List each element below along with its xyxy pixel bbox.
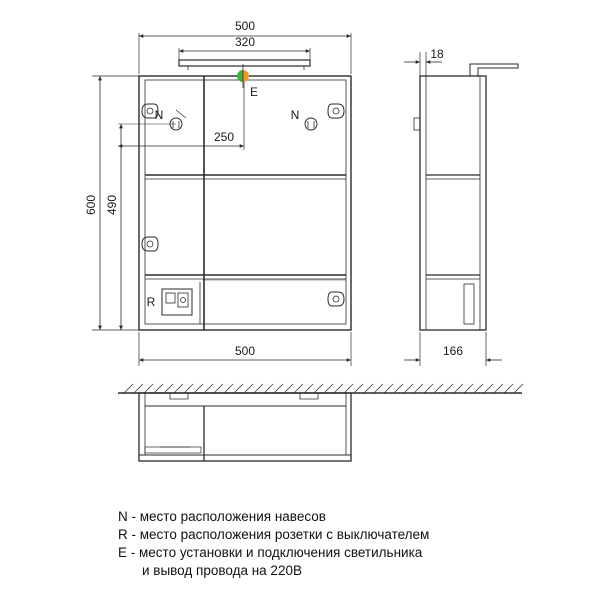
- hatch-line: [404, 384, 413, 393]
- top-view: [118, 384, 523, 461]
- hatch-line: [424, 384, 433, 393]
- dim-lamp-width: 320: [234, 35, 256, 49]
- hatch-line: [304, 384, 313, 393]
- hatch-line: [234, 384, 243, 393]
- wall-hatching: [124, 384, 523, 393]
- dim-height-total: 600: [84, 194, 98, 216]
- hatch-line: [254, 384, 263, 393]
- label-n-right: N: [290, 108, 300, 122]
- hatch-line: [504, 384, 513, 393]
- cabinet-top-outline: [139, 393, 351, 461]
- hatch-line: [204, 384, 213, 393]
- dim-width-top: 500: [234, 19, 256, 33]
- hatch-line: [434, 384, 443, 393]
- hinge-mid-left-icon: [142, 237, 158, 251]
- hatch-line: [174, 384, 183, 393]
- legend-item-n: N - место расположения навесов: [118, 509, 326, 524]
- hatch-line: [294, 384, 303, 393]
- hatch-line: [224, 384, 233, 393]
- legend-item-e: E - место установки и подключения светильника: [118, 545, 423, 560]
- dim-lamp-depth: 18: [430, 47, 444, 61]
- hatch-line: [274, 384, 283, 393]
- hatch-line: [124, 384, 133, 393]
- label-e: E: [249, 85, 259, 99]
- hatch-line: [314, 384, 323, 393]
- hatch-line: [344, 384, 353, 393]
- hatch-line: [334, 384, 343, 393]
- hatch-line: [374, 384, 383, 393]
- hanger-right-icon: [305, 118, 317, 130]
- dim-offset: 250: [213, 130, 235, 144]
- hatch-line: [394, 384, 403, 393]
- hatch-line: [214, 384, 223, 393]
- hatch-line: [194, 384, 203, 393]
- front-view: [92, 33, 351, 366]
- lamp-connection-marker-icon: [237, 64, 249, 88]
- dim-depth: 166: [442, 344, 464, 358]
- legend: [118, 508, 429, 580]
- hatch-line: [184, 384, 193, 393]
- socket-icon: [162, 289, 192, 315]
- label-r: R: [146, 295, 156, 309]
- hatch-line: [164, 384, 173, 393]
- side-view: [404, 52, 518, 366]
- hatch-line: [134, 384, 143, 393]
- legend-item-r: R - место расположения розетки с выключателем: [118, 527, 430, 542]
- hatch-line: [384, 384, 393, 393]
- label-n-left: N: [154, 108, 164, 122]
- hinge-bottom-right-icon: [328, 292, 344, 306]
- hatch-line: [444, 384, 453, 393]
- cabinet-outline: [139, 76, 351, 330]
- hinge-top-right-icon: [328, 104, 344, 118]
- hatch-line: [244, 384, 253, 393]
- side-outline: [420, 76, 486, 330]
- hatch-line: [414, 384, 423, 393]
- hatch-line: [354, 384, 363, 393]
- dim-width-bottom: 500: [234, 344, 256, 358]
- hatch-line: [454, 384, 463, 393]
- dim-height-inner: 490: [105, 194, 119, 216]
- hatch-line: [484, 384, 493, 393]
- hatch-line: [284, 384, 293, 393]
- hatch-line: [474, 384, 483, 393]
- hatch-line: [514, 384, 523, 393]
- hatch-line: [144, 384, 153, 393]
- lamp: [179, 60, 310, 66]
- hatch-line: [494, 384, 503, 393]
- hatch-line: [154, 384, 163, 393]
- hatch-line: [364, 384, 373, 393]
- hatch-line: [264, 384, 273, 393]
- legend-item-e-continued: и вывод провода на 220В: [142, 563, 302, 578]
- hatch-line: [464, 384, 473, 393]
- hatch-line: [324, 384, 333, 393]
